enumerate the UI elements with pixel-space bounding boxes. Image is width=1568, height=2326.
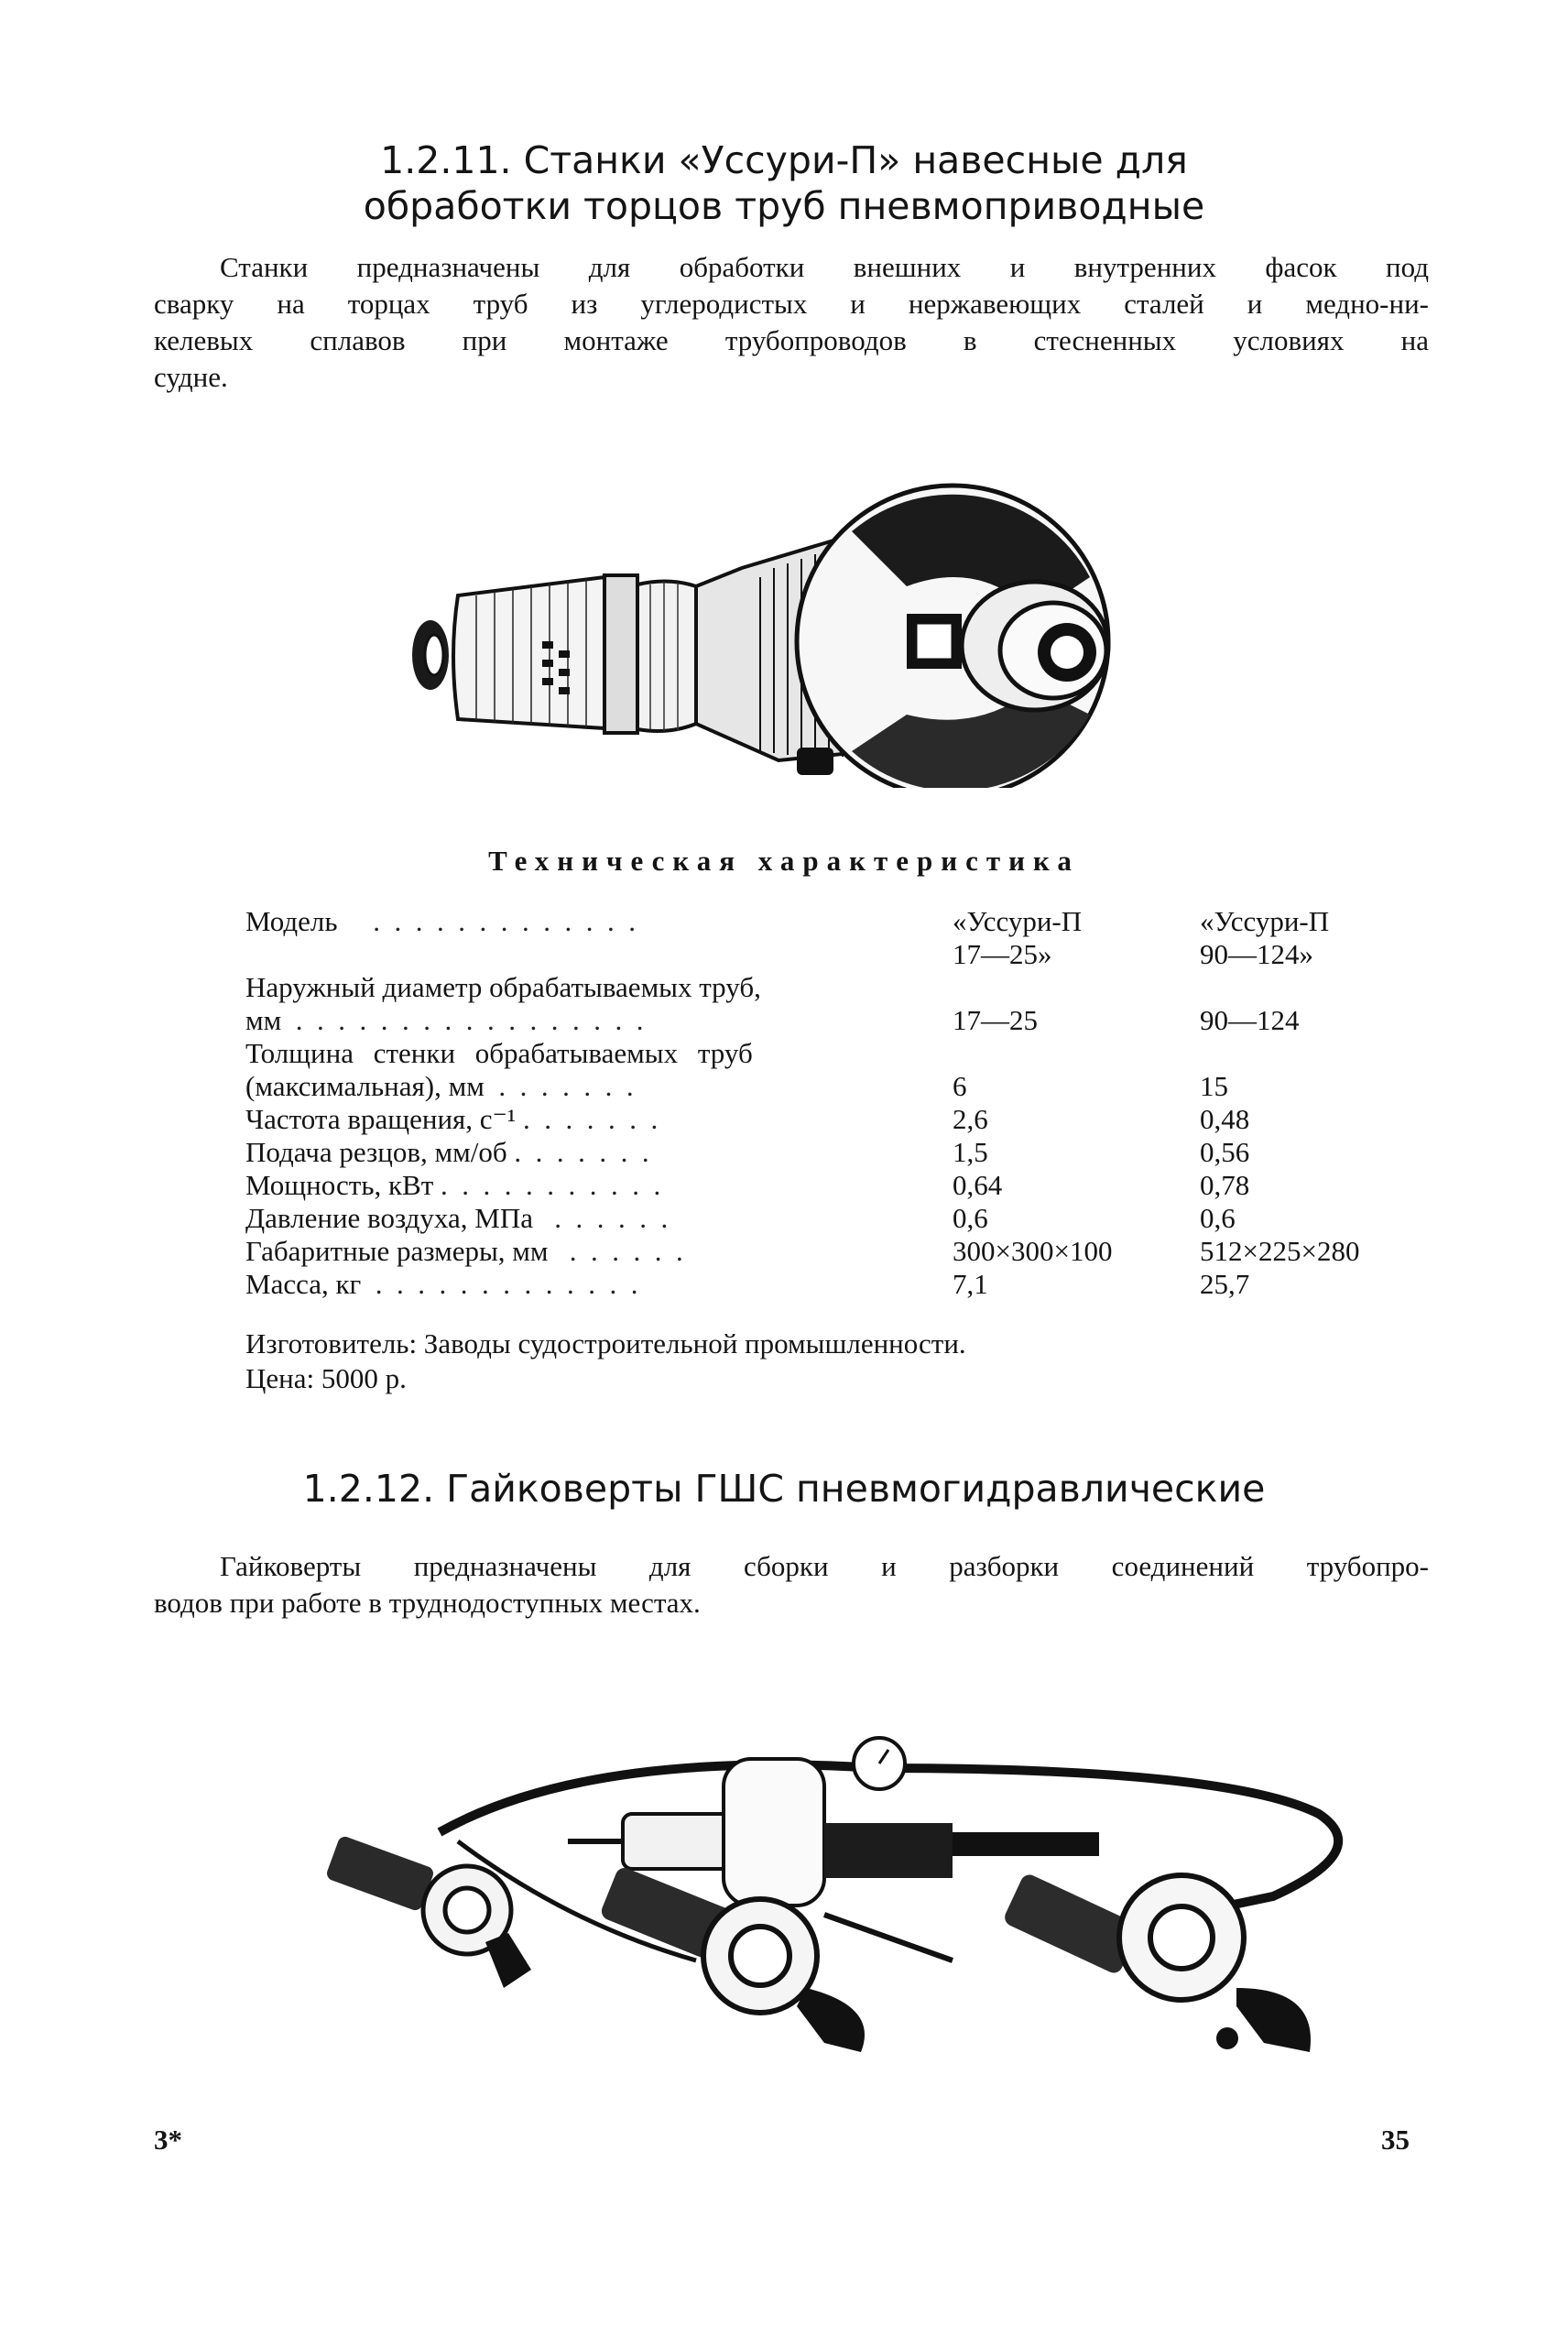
leader-dots: . . . . . . . . . . .: [433, 1169, 661, 1201]
spec-row: [245, 1235, 1436, 1268]
spec-value-2: 15: [1200, 1070, 1228, 1102]
leader-dots: . . . . . . .: [484, 1070, 634, 1102]
spec-row: [245, 1202, 1436, 1235]
leader-dots: . . . . . . . . . . . . .: [361, 1268, 638, 1300]
spec-value-2: «Уссури-П: [1200, 905, 1330, 937]
leader-dots: . . . . . .: [533, 1202, 669, 1234]
spec-value-2: 0,78: [1200, 1169, 1250, 1201]
spec-value-1: 300×300×100: [953, 1235, 1113, 1267]
spec-title: Техническая характеристика: [488, 845, 1080, 877]
spec-value-1: 1,5: [953, 1136, 988, 1168]
spec-table: [245, 905, 1436, 1301]
leader-dots: . . . . . . .: [516, 1103, 659, 1135]
manufacturer-line: Изготовитель: Заводы судостроительной промышленности.: [245, 1327, 966, 1360]
spec-label: Габаритные размеры, мм: [245, 1235, 549, 1267]
machine-illustration: [394, 476, 1127, 788]
spec-value-1: 17—25»: [953, 938, 1052, 970]
spec-row: [245, 1004, 1436, 1037]
paragraph-line: сварку на торцах труб из углеродистых и нержавеющих сталей и медно-ни-: [154, 288, 1429, 320]
spec-label: Давление воздуха, МПа: [245, 1202, 533, 1234]
leader-dots: . . . . . . . . . . . . . . . . .: [281, 1004, 644, 1036]
leader-dots: . . . . . . . . . . . . .: [337, 905, 637, 937]
spec-value-1: 17—25: [953, 1004, 1038, 1036]
spec-value-2: 90—124: [1200, 1004, 1300, 1036]
spec-value-2: 90—124»: [1200, 938, 1313, 970]
spec-row: [245, 938, 1436, 971]
paragraph-line: келевых сплавов при монтаже трубопроводов в стесненных условиях на: [154, 324, 1429, 356]
paragraph-line: Станки предназначены для обработки внешних и внутренних фасок под: [220, 251, 1429, 283]
price-line: Цена: 5000 р.: [245, 1362, 407, 1394]
spec-row: [245, 1136, 1436, 1169]
spec-row: [245, 1037, 1436, 1070]
spec-value-2: 25,7: [1200, 1268, 1250, 1300]
spec-label: Мощность, кВт: [245, 1169, 434, 1201]
leader-dots: . . . . . .: [548, 1235, 683, 1267]
spec-label: Наружный диаметр обрабатываемых труб,: [245, 971, 761, 1003]
spec-label: Толщина стенки обрабатываемых труб: [245, 1037, 753, 1069]
spec-row: [245, 1268, 1436, 1301]
spec-label: Масса, кг: [245, 1268, 362, 1300]
spec-label: (максимальная), мм: [245, 1070, 485, 1102]
spec-label: Подача резцов, мм/об: [245, 1136, 507, 1168]
section-title-1-line2: обработки торцов труб пневмоприводные: [363, 184, 1205, 228]
spec-value-2: 512×225×280: [1200, 1235, 1360, 1267]
section-title-1-line1: 1.2.11. Станки «Уссури-П» навесные для: [380, 138, 1188, 182]
spec-label: Модель: [245, 905, 338, 937]
spec-label: мм: [245, 1004, 282, 1036]
spec-value-2: 0,6: [1200, 1202, 1236, 1234]
spec-value-1: 2,6: [953, 1103, 988, 1135]
spec-row: [245, 905, 1436, 938]
paragraph-line: Гайковерты предназначены для сборки и разборки соединений трубопро-: [220, 1550, 1429, 1582]
paragraph-line: водов при работе в труднодоступных местах.: [154, 1587, 701, 1619]
section-title-2: 1.2.12. Гайковерты ГШС пневмогидравлические: [302, 1467, 1266, 1511]
spec-row: [245, 971, 1436, 1004]
manufacturer-note: [245, 1327, 966, 1396]
section2-paragraph: [154, 1548, 1429, 1622]
spec-value-1: 6: [953, 1070, 967, 1102]
spec-row: [245, 1169, 1436, 1202]
spec-label: Частота вращения, с⁻¹: [245, 1103, 517, 1135]
paragraph-line: судне.: [154, 361, 228, 393]
spec-row: [245, 1103, 1436, 1136]
spec-value-2: 0,48: [1200, 1103, 1250, 1135]
spec-value-1: 0,6: [953, 1202, 988, 1234]
spec-value-1: «Уссури-П: [953, 905, 1083, 937]
page-number: 35: [1381, 2124, 1410, 2156]
spec-value-1: 0,64: [953, 1169, 1003, 1201]
wrench-left: [325, 1835, 531, 1988]
spec-row: [245, 1070, 1436, 1103]
signature-mark: 3*: [154, 2124, 182, 2156]
nut-runner-illustration: [311, 1713, 1465, 2061]
spec-value-2: 0,56: [1200, 1136, 1250, 1168]
leader-dots: . . . . . . .: [506, 1136, 649, 1168]
spec-value-1: 7,1: [953, 1268, 988, 1300]
section1-paragraph: [154, 249, 1429, 396]
